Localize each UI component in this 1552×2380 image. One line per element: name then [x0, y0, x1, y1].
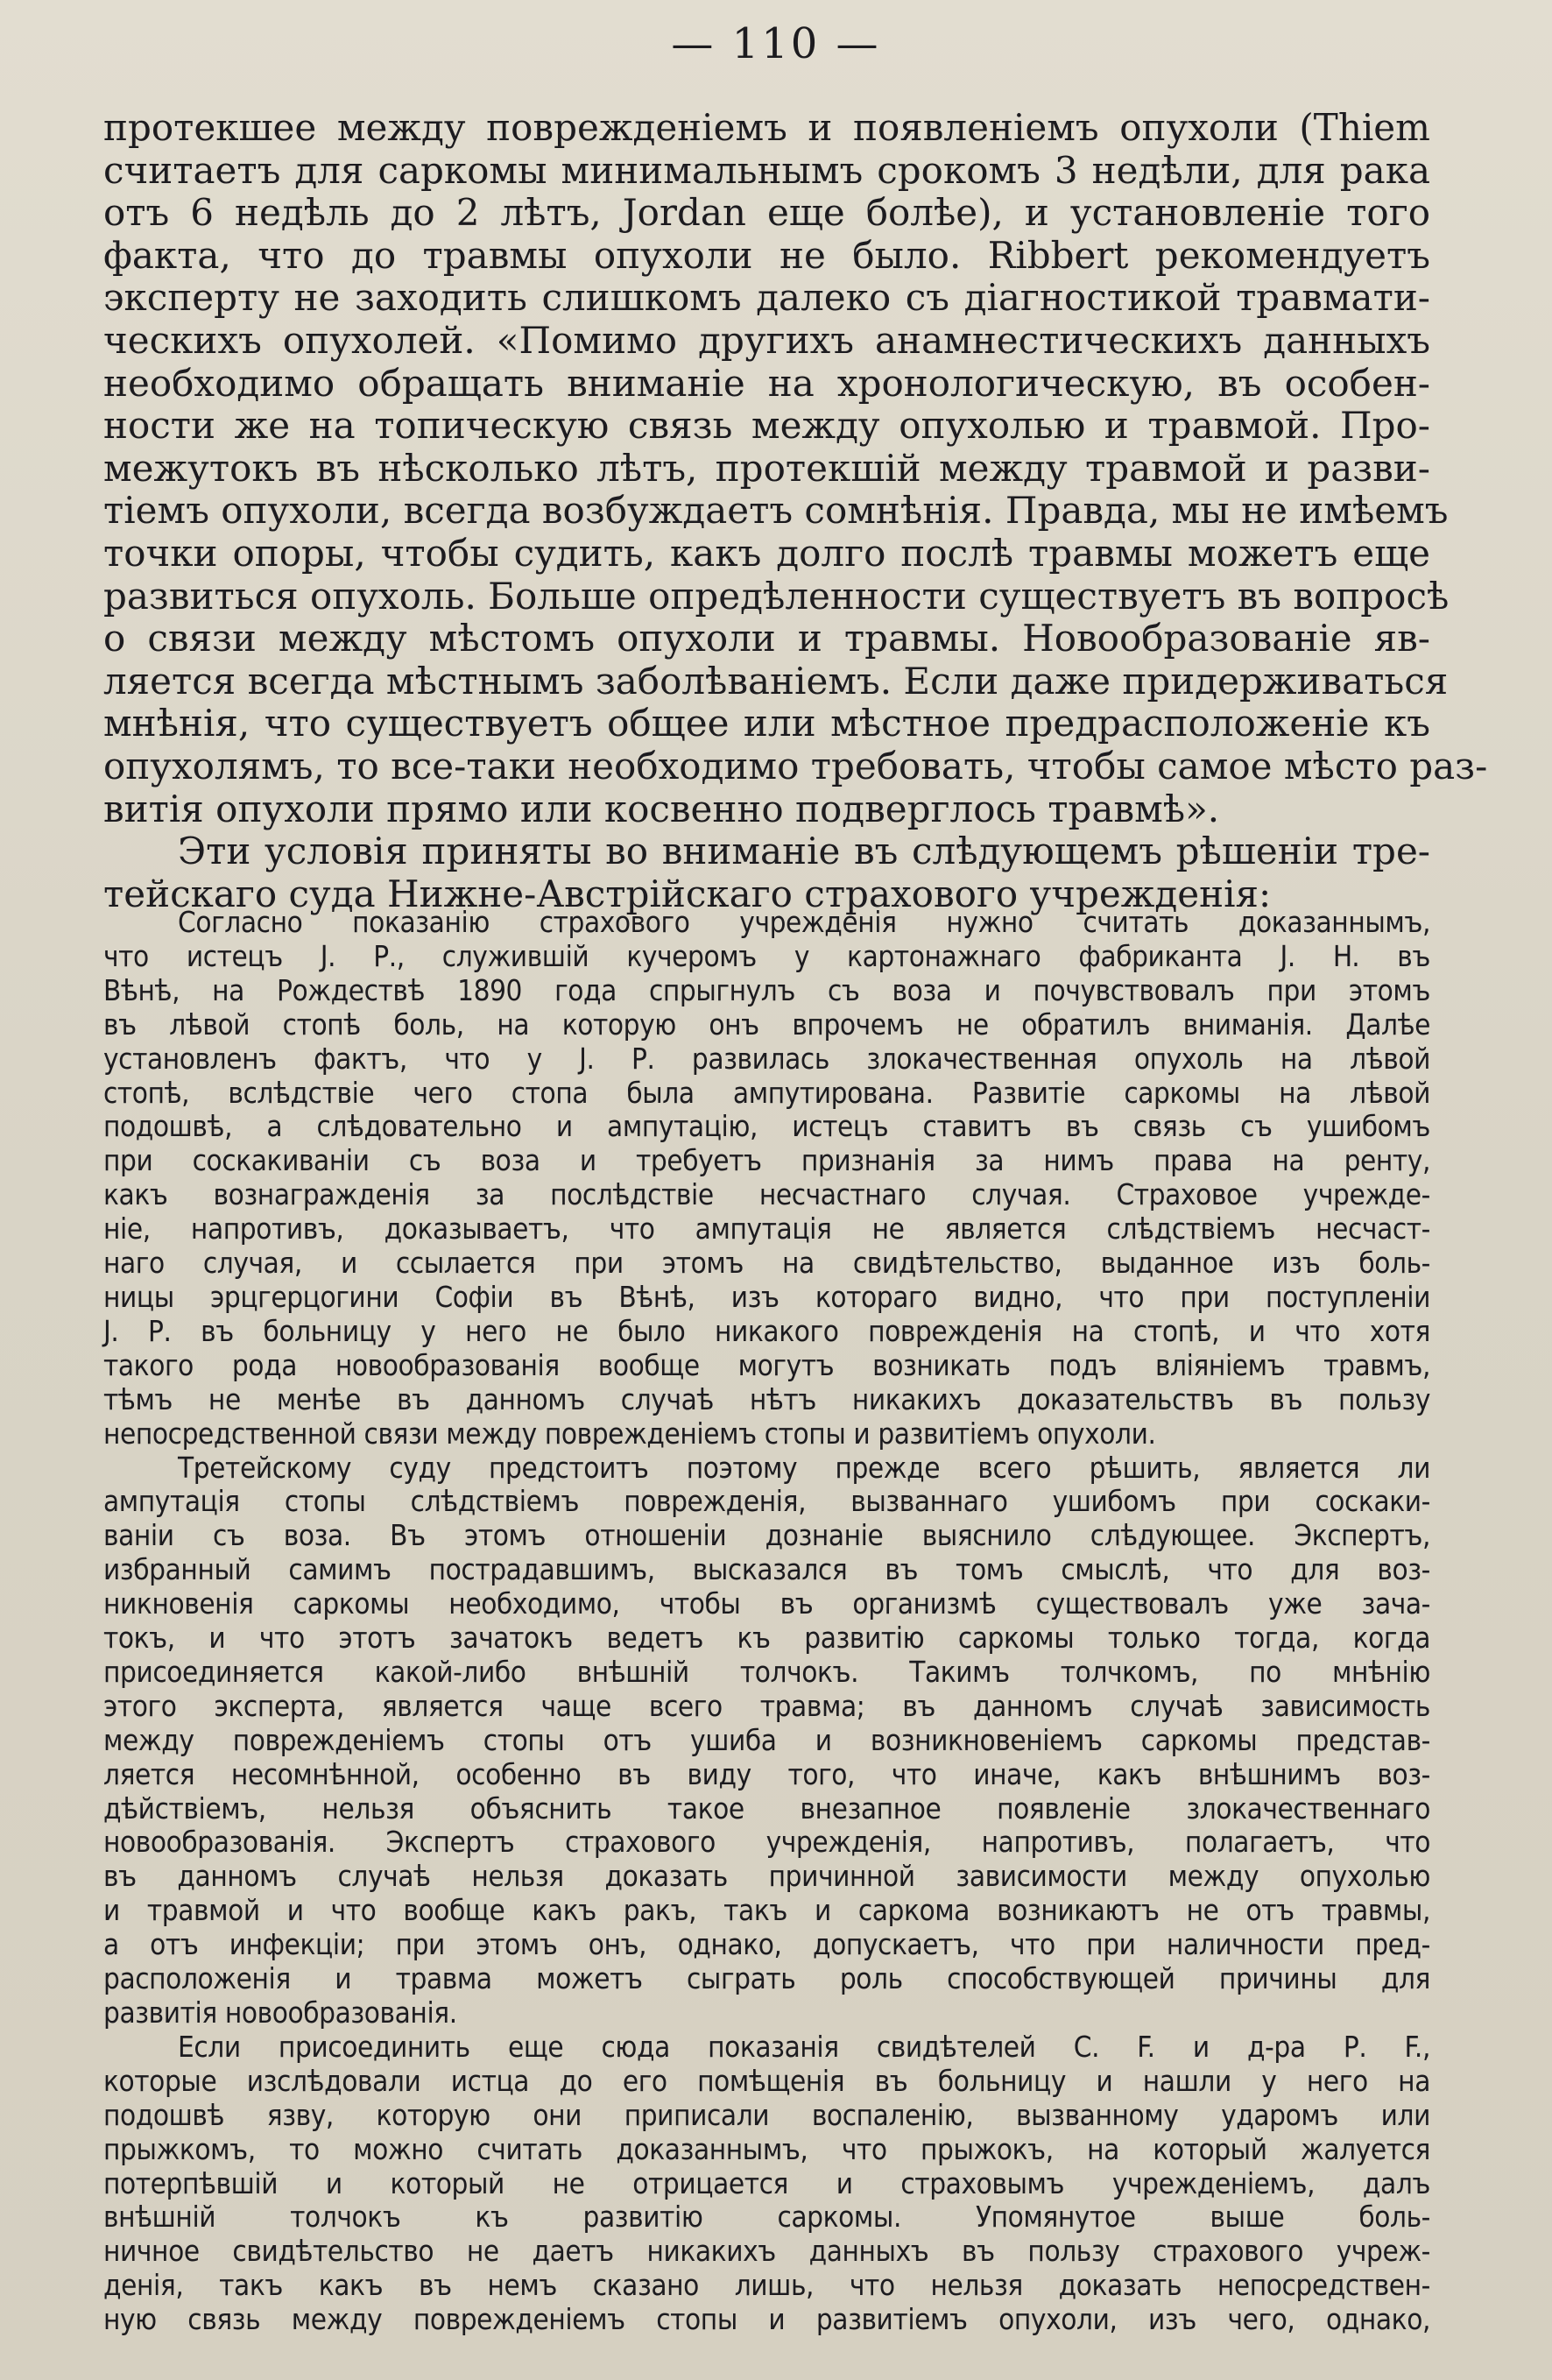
- text-line: тѣмъ не менѣе въ данномъ случаѣ нѣтъ никакихъ доказательствъ въ пользу: [103, 1381, 1430, 1416]
- text-line: наго случая, и ссылается при этомъ на свидѣтельство, выданное изъ боль-: [103, 1246, 1430, 1281]
- decision-paragraph: [103, 1451, 1430, 2030]
- text-line: отъ 6 недѣль до 2 лѣтъ, Jordan еще болѣе), и установленіе того: [103, 191, 1430, 235]
- text-line: ляется несомнѣнной, особенно въ виду того, что иначе, какъ внѣшнимъ воз-: [103, 1756, 1430, 1791]
- text-line: которые изслѣдовали истца до его помѣщенія въ больницу и нашли у него на: [103, 2063, 1430, 2098]
- text-line: между поврежденіемъ стопы отъ ушиба и возникновеніемъ саркомы представ-: [103, 1722, 1430, 1757]
- text-line: витія опухоли прямо или косвенно подверглось травмѣ».: [103, 787, 1220, 830]
- text-line: что истецъ J. Р., служившій кучеромъ у картонажнаго фабриканта J. H. въ: [103, 938, 1430, 973]
- text-line: ніе, напротивъ, доказываетъ, что ампутація не является слѣдствіемъ несчаст-: [103, 1211, 1430, 1246]
- quoted-decision-block: [103, 906, 1430, 2337]
- text-line: расположенія и травма можетъ сыграть роль способствующей причины для: [103, 1961, 1430, 1996]
- text-line: стопѣ, вслѣдствіе чего стопа была ампутирована. Развитіе саркомы на лѣвой: [103, 1075, 1430, 1110]
- text-line: мнѣнія, что существуетъ общее или мѣстное предрасположеніе къ: [103, 702, 1430, 745]
- text-line: считаетъ для саркомы минимальнымъ срокомъ 3 недѣли, для рака: [103, 148, 1430, 192]
- text-line: ную связь между поврежденіемъ стопы и развитіемъ опухоли, изъ чего, однако,: [103, 2302, 1430, 2337]
- main-text-block: [103, 106, 1488, 915]
- page-number: — 110 —: [671, 19, 881, 68]
- text-line: этого эксперта, является чаще всего травма; въ данномъ случаѣ зависимость: [103, 1688, 1430, 1723]
- text-line: J. Р. въ больницу у него не было никакого поврежденія на стопѣ, и что хотя: [103, 1313, 1430, 1348]
- text-line: внѣшній толчокъ къ развитію саркомы. Упомянутое выше боль-: [103, 2200, 1430, 2235]
- main-paragraph: [103, 830, 1430, 915]
- text-line: новообразованія. Экспертъ страхового учрежденія, напротивъ, полагаетъ, что: [103, 1825, 1430, 1860]
- text-line: ничное свидѣтельство не даетъ никакихъ данныхъ въ пользу страхового учреж-: [103, 2234, 1430, 2269]
- text-line: ческихъ опухолей. «Помимо другихъ анамнестическихъ данныхъ: [103, 318, 1430, 362]
- text-line: необходимо обращать вниманіе на хронологическую, въ особен-: [103, 361, 1430, 405]
- text-line: дѣйствіемъ, нельзя объяснить такое внезапное появленіе злокачественнаго: [103, 1790, 1430, 1826]
- text-line: ваніи съ воза. Въ этомъ отношеніи дознаніе выяснило слѣдующее. Экспертъ,: [103, 1518, 1430, 1553]
- text-line: опухолямъ, то все-таки необходимо требовать, чтобы самое мѣсто раз-: [103, 744, 1488, 787]
- text-line: присоединяется какой-либо внѣшній толчокъ. Такимъ толчкомъ, по мнѣнію: [103, 1654, 1430, 1689]
- text-line: избранный самимъ пострадавшимъ, высказался въ томъ смыслѣ, что для воз-: [103, 1552, 1430, 1587]
- text-line: какъ вознагражденія за послѣдствіе несчастнаго случая. Страховое учрежде-: [103, 1177, 1430, 1212]
- text-line: ницы эрцгерцогини Софіи въ Вѣнѣ, изъ котораго видно, что при поступленіи: [103, 1279, 1430, 1314]
- text-line: точки опоры, чтобы судить, какъ долго послѣ травмы можетъ еще: [103, 531, 1430, 575]
- text-line: развиться опухоль. Больше опредѣленности существуетъ въ вопросѣ: [103, 574, 1450, 618]
- text-line: въ лѣвой стопѣ боль, на которую онъ впрочемъ не обратилъ вниманія. Далѣе: [103, 1006, 1430, 1042]
- text-line: Вѣнѣ, на Рождествѣ 1890 года спрыгнулъ съ воза и почувствовалъ при этомъ: [103, 972, 1430, 1007]
- text-line: при соскакиваніи съ воза и требуетъ признанія за нимъ права на ренту,: [103, 1143, 1430, 1178]
- text-line: денія, такъ какъ въ немъ сказано лишь, что нельзя доказать непосредствен-: [103, 2268, 1430, 2303]
- decision-paragraph: [103, 2030, 1430, 2337]
- main-paragraph: [103, 106, 1488, 830]
- decision-paragraph: [103, 906, 1430, 1451]
- text-line: въ данномъ случаѣ нельзя доказать причинной зависимости между опухолью: [103, 1859, 1430, 1894]
- text-line: межутокъ въ нѣсколько лѣтъ, протекшій между травмой и разви-: [103, 446, 1430, 490]
- text-line: установленъ фактъ, что у J. Р. развилась злокачественная опухоль на лѣвой: [103, 1041, 1430, 1076]
- text-line: Третейскому суду предстоитъ поэтому прежде всего рѣшить, является ли: [178, 1450, 1430, 1485]
- text-line: Эти условія приняты во вниманіе въ слѣдующемъ рѣшеніи тре-: [178, 830, 1430, 873]
- text-line: эксперту не заходить слишкомъ далеко съ діагностикой травмати-: [103, 276, 1430, 320]
- text-line: прыжкомъ, то можно считать доказаннымъ, что прыжокъ, на который жалуется: [103, 2131, 1430, 2166]
- text-line: а отъ инфекціи; при этомъ онъ, однако, допускаетъ, что при наличности пред-: [103, 1927, 1430, 1962]
- text-line: Согласно показанію страхового учрежденія нужно считать доказаннымъ,: [178, 905, 1430, 939]
- text-line: тейскаго суда Нижне-Австрійскаго страхового учрежденія:: [103, 872, 1272, 915]
- text-line: непосредственной связи между поврежденіемъ стопы и развитіемъ опухоли.: [103, 1416, 1156, 1451]
- text-line: подошвѣ язву, которую они приписали воспаленію, вызванному ударомъ или: [103, 2097, 1430, 2132]
- text-line: ампутація стопы слѣдствіемъ поврежденія, вызваннаго ушибомъ при соскаки-: [103, 1484, 1430, 1519]
- text-line: потерпѣвшій и который не отрицается и страховымъ учрежденіемъ, далъ: [103, 2165, 1430, 2200]
- text-line: никновенія саркомы необходимо, чтобы въ организмѣ существовалъ уже зача-: [103, 1586, 1430, 1621]
- text-line: протекшее между поврежденіемъ и появленіемъ опухоли (Thiem: [103, 106, 1430, 149]
- text-line: Если присоединить еще сюда показанія свидѣтелей С. F. и д-ра Р. F.,: [178, 2029, 1430, 2064]
- text-line: тіемъ опухоли, всегда возбуждаетъ сомнѣнія. Правда, мы не имѣемъ: [103, 489, 1449, 533]
- text-line: и травмой и что вообще какъ ракъ, такъ и саркома возникаютъ не отъ травмы,: [103, 1893, 1430, 1928]
- text-line: о связи между мѣстомъ опухоли и травмы. Новообразованіе яв-: [103, 617, 1430, 660]
- text-line: факта, что до травмы опухоли не было. Ribbert рекомендуетъ: [103, 233, 1430, 277]
- text-line: такого рода новообразованія вообще могутъ возникать подъ вліяніемъ травмъ,: [103, 1347, 1430, 1382]
- text-line: подошвѣ, а слѣдовательно и ампутацію, истецъ ставитъ въ связь съ ушибомъ: [103, 1109, 1430, 1144]
- text-line: ляется всегда мѣстнымъ заболѣваніемъ. Если даже придерживаться: [103, 659, 1449, 703]
- text-line: токъ, и что этотъ зачатокъ ведетъ къ развитію саркомы только тогда, когда: [103, 1621, 1430, 1656]
- text-line: развитія новообразованія.: [103, 1995, 457, 2030]
- text-line: ности же на топическую связь между опухолью и травмой. Про-: [103, 404, 1430, 448]
